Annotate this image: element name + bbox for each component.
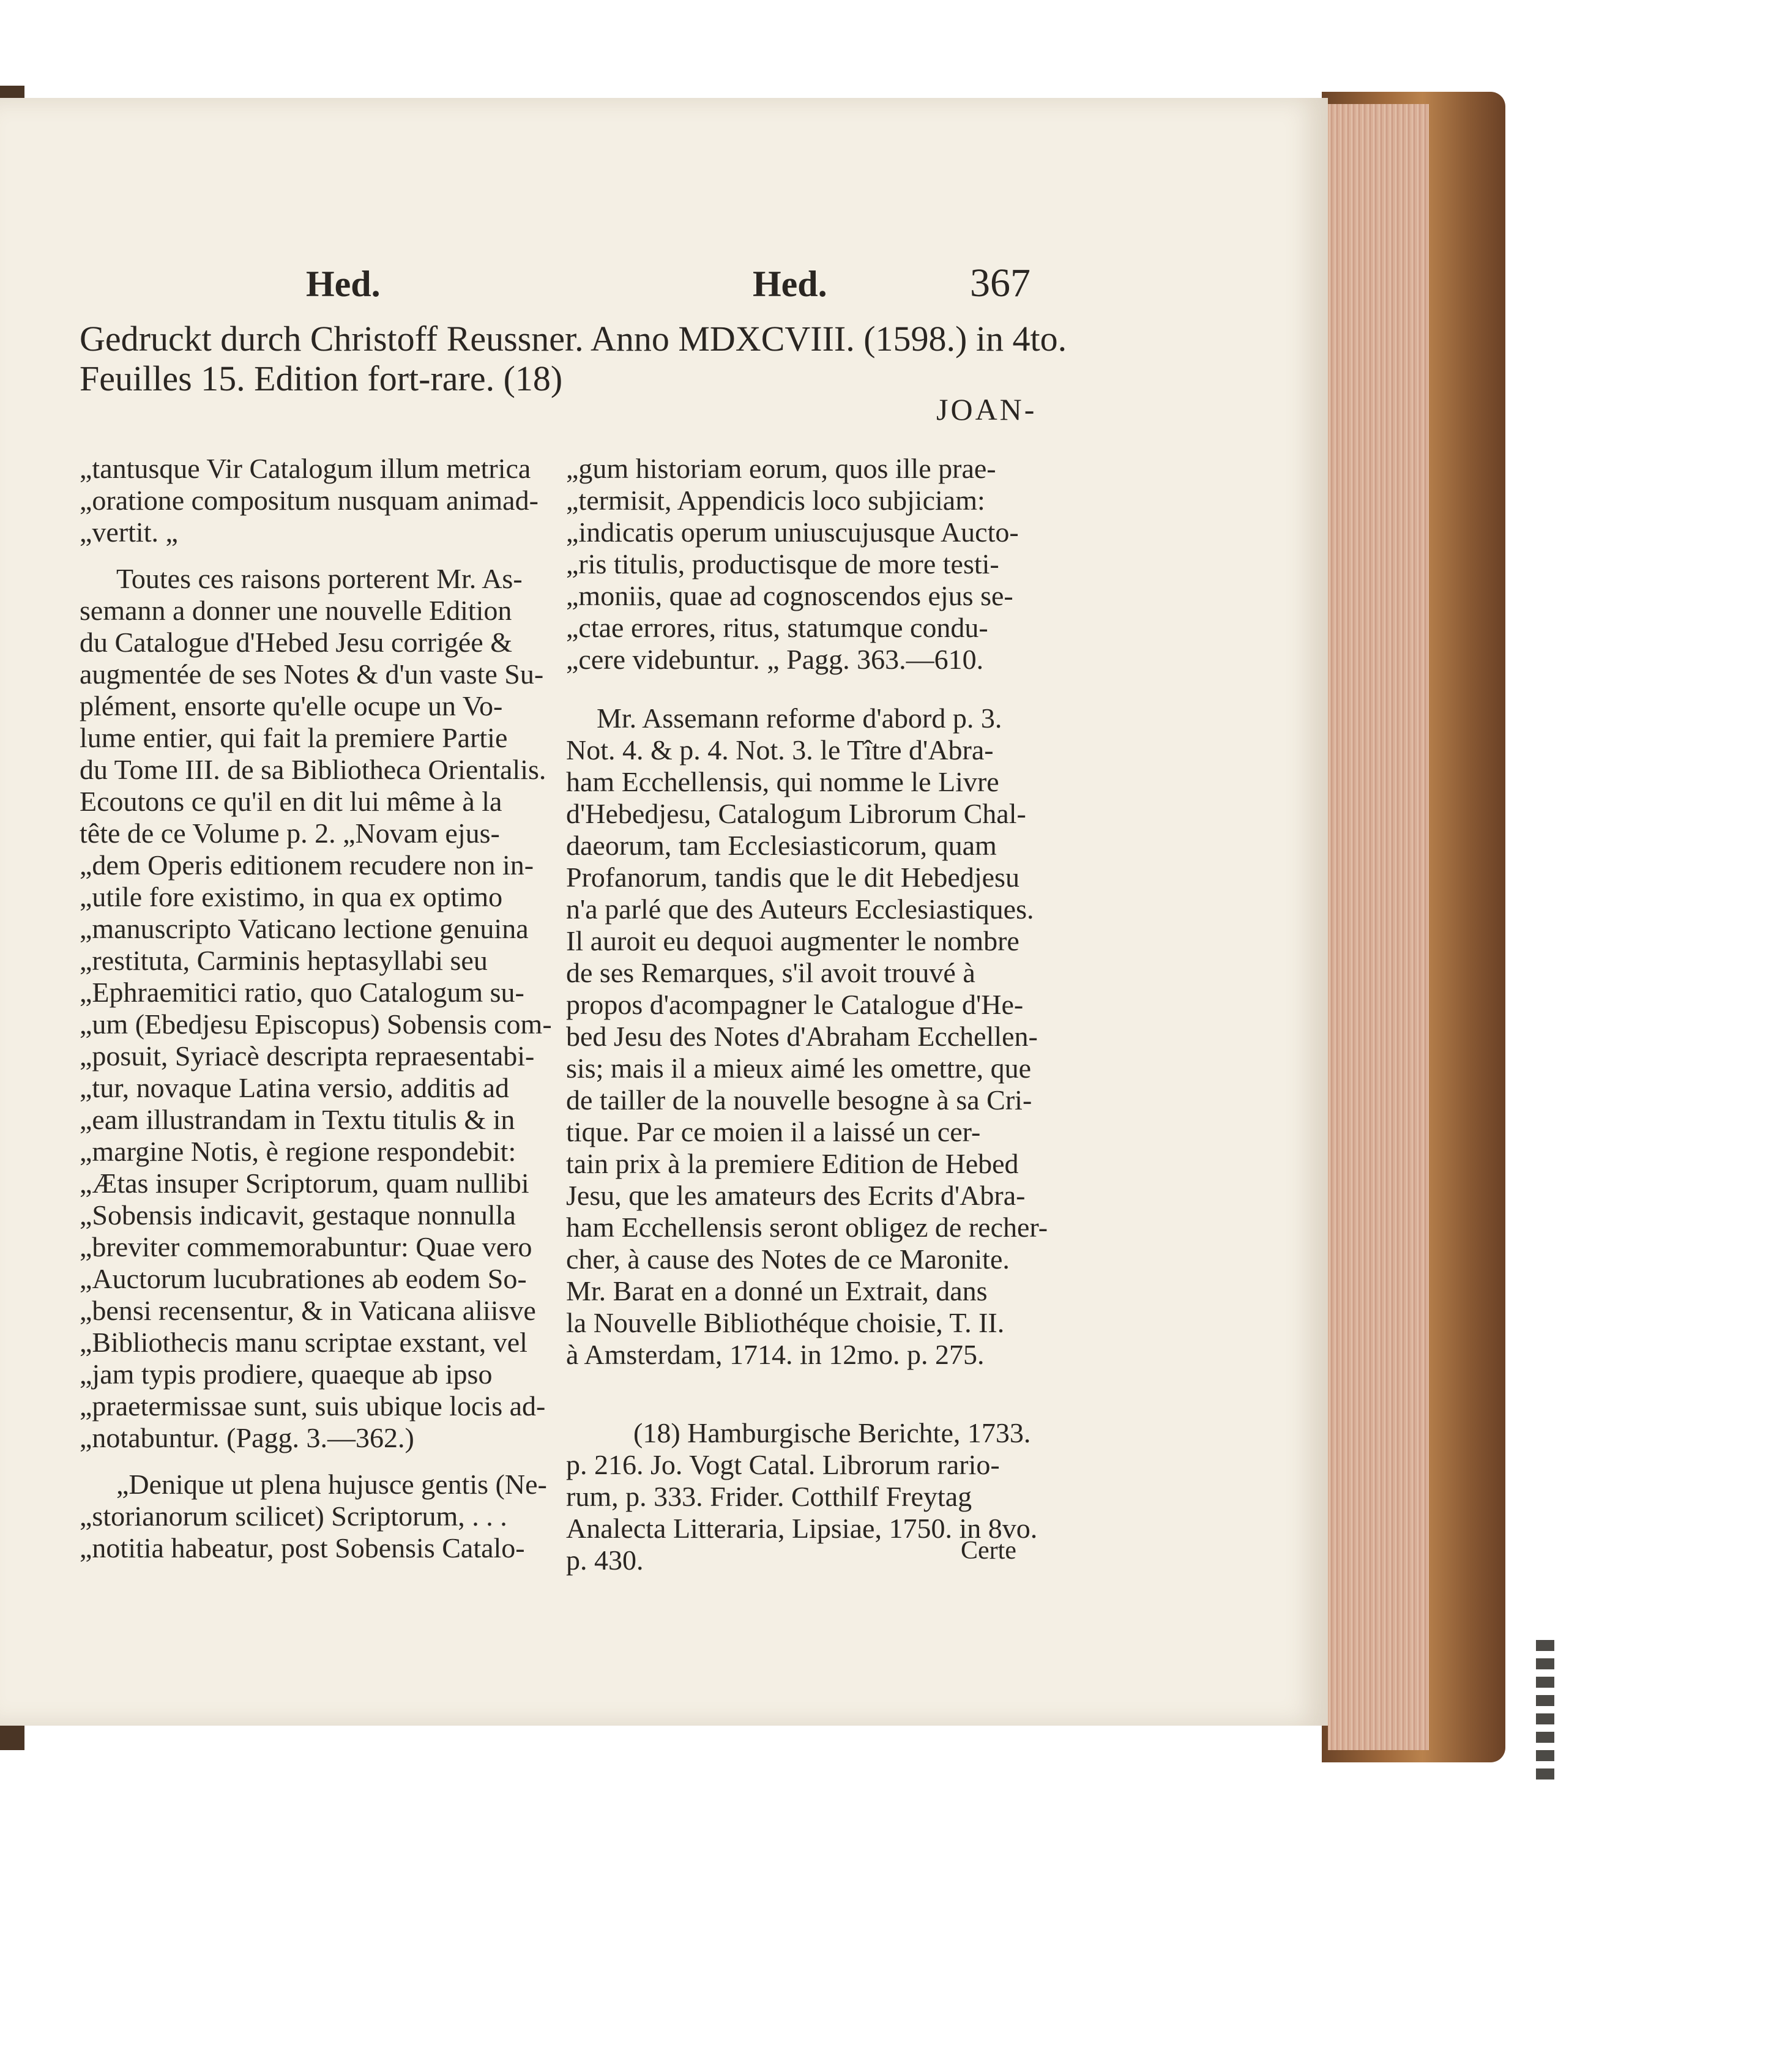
right-line: d'Hebedjesu, Catalogum Librorum Chal- [566, 798, 1026, 829]
left-line: „notabuntur. (Pagg. 3.—362.) [80, 1422, 414, 1453]
left-line: „posuit, Syriacè descripta repraesentabi- [80, 1040, 535, 1071]
left-line: „notitia habeatur, post Sobensis Catalo- [80, 1532, 525, 1563]
right-line: à Amsterdam, 1714. in 12mo. p. 275. [566, 1339, 985, 1370]
left-line: „Denique ut plena hujusce gentis (Ne- [116, 1469, 547, 1500]
right-line: de ses Remarques, s'il avoit trouvé à [566, 957, 975, 988]
left-line: „Bibliothecis manu scriptae exstant, vel [80, 1327, 527, 1358]
running-head-right: Hed. [753, 264, 827, 304]
left-line: „Auctorum lucubrationes ab eodem So- [80, 1263, 527, 1294]
page-number: 367 [970, 261, 1030, 305]
right-line: „ris titulis, productisque de more testi- [566, 548, 999, 579]
right-line: „termisit, Appendicis loco subjiciam: [566, 485, 985, 516]
left-line: Ecoutons ce qu'il en dit lui même à la [80, 786, 502, 817]
left-line: lume entier, qui fait la premiere Partie [80, 722, 508, 753]
left-line: „oratione compositum nusquam animad- [80, 485, 539, 516]
left-line: „Ætas insuper Scriptorum, quam nullibi [80, 1168, 529, 1199]
left-line: plément, ensorte qu'elle ocupe un Vo- [80, 690, 503, 721]
left-line: „manuscripto Vaticano lectione genuina [80, 913, 529, 944]
left-line: „um (Ebedjesu Episcopus) Sobensis com- [80, 1008, 552, 1040]
catchword-top: JOAN- [936, 392, 1037, 427]
left-line: „tur, novaque Latina versio, additis ad [80, 1072, 509, 1103]
right-line: Il auroit eu dequoi augmenter le nombre [566, 925, 1019, 956]
right-line: n'a parlé que des Auteurs Ecclesiastiques. [566, 893, 1034, 925]
right-line: „ctae errores, ritus, statumque condu- [566, 612, 988, 643]
right-line: bed Jesu des Notes d'Abraham Ecchellen- [566, 1021, 1038, 1052]
right-line: sis; mais il a mieux aimé les omettre, que [566, 1053, 1032, 1084]
right-line: tique. Par ce moien il a laissé un cer- [566, 1116, 981, 1147]
right-line: propos d'acompagner le Catalogue d'He- [566, 989, 1024, 1020]
left-line: augmentée de ses Notes & d'un vaste Su- [80, 658, 544, 690]
footnote-line: p. 430. [566, 1545, 644, 1576]
left-line: Toutes ces raisons porterent Mr. As- [116, 563, 523, 594]
right-line: la Nouvelle Bibliothéque choisie, T. II. [566, 1307, 1005, 1338]
right-line: „gum historiam eorum, quos ille prae- [566, 453, 996, 484]
left-line: „storianorum scilicet) Scriptorum, . . . [80, 1500, 507, 1532]
left-line: „praetermissae sunt, suis ubique locis ad- [80, 1390, 546, 1422]
right-line: Profanorum, tandis que le dit Hebedjesu [566, 862, 1019, 893]
left-line: „restituta, Carminis heptasyllabi seu [80, 945, 488, 976]
headline-line-2: Feuilles 15. Edition fort-rare. (18) [80, 359, 563, 398]
left-line: „bensi recensentur, & in Vaticana aliisve [80, 1295, 536, 1326]
binding-stitch-mark [1536, 1640, 1554, 1781]
right-line: „moniis, quae ad cognoscendos ejus se- [566, 580, 1013, 611]
footnote-line: rum, p. 333. Frider. Cotthilf Freytag [566, 1481, 972, 1512]
left-line: „breviter commemorabuntur: Quae vero [80, 1231, 532, 1262]
left-line: „eam illustrandam in Textu titulis & in [80, 1104, 515, 1135]
left-column [80, 453, 552, 1564]
right-line: Not. 4. & p. 4. Not. 3. le Tître d'Abra- [566, 734, 994, 766]
left-line: „dem Operis editionem recudere non in- [80, 849, 534, 881]
running-head-left: Hed. [306, 264, 381, 304]
footnote-line: p. 216. Jo. Vogt Catal. Librorum rario- [566, 1449, 1000, 1480]
right-line: ham Ecchellensis, qui nomme le Livre [566, 766, 999, 797]
left-line: „tantusque Vir Catalogum illum metrica [80, 453, 531, 484]
right-line: de tailler de la nouvelle besogne à sa Cri- [566, 1084, 1032, 1116]
left-line: semann a donner une nouvelle Edition [80, 595, 512, 626]
left-line: „jam typis prodiere, quaeque ab ipso [80, 1358, 493, 1390]
left-line: tête de ce Volume p. 2. „Novam ejus- [80, 818, 500, 849]
left-line: du Catalogue d'Hebed Jesu corrigée & [80, 627, 513, 658]
left-line: „vertit. „ [80, 516, 178, 548]
footnote-line: (18) Hamburgische Berichte, 1733. [633, 1417, 1031, 1448]
page-edges [1328, 104, 1429, 1750]
left-line: „margine Notis, è regione respondebit: [80, 1136, 516, 1167]
catchword-bottom: Certe [961, 1537, 1016, 1565]
footnote-line: Analecta Litteraria, Lipsiae, 1750. in 8vo. [566, 1513, 1038, 1544]
left-line: „Sobensis indicavit, gestaque nonnulla [80, 1199, 516, 1231]
left-line: du Tome III. de sa Bibliotheca Orientalis. [80, 754, 546, 785]
right-line: Mr. Barat en a donné un Extrait, dans [566, 1275, 988, 1306]
right-line: daeorum, tam Ecclesiasticorum, quam [566, 830, 997, 861]
headline-line-1: Gedruckt durch Christoff Reussner. Anno MDXCVIII. (1598.) in 4to. [80, 319, 1067, 359]
left-line: „Ephraemitici ratio, quo Catalogum su- [80, 977, 524, 1008]
right-column [566, 453, 1048, 1576]
right-line: tain prix à la premiere Edition de Hebed [566, 1148, 1019, 1179]
right-line: Jesu, que les amateurs des Ecrits d'Abra- [566, 1180, 1026, 1211]
right-line: ham Ecchellensis seront obligez de recher- [566, 1212, 1048, 1243]
right-line: Mr. Assemann reforme d'abord p. 3. [597, 702, 1002, 734]
right-line: „indicatis operum uniuscujusque Aucto- [566, 516, 1019, 548]
right-line: „cere videbuntur. „ Pagg. 363.—610. [566, 644, 984, 675]
right-line: cher, à cause des Notes de ce Maronite. [566, 1243, 1010, 1275]
left-line: „utile fore existimo, in qua ex optimo [80, 881, 503, 912]
